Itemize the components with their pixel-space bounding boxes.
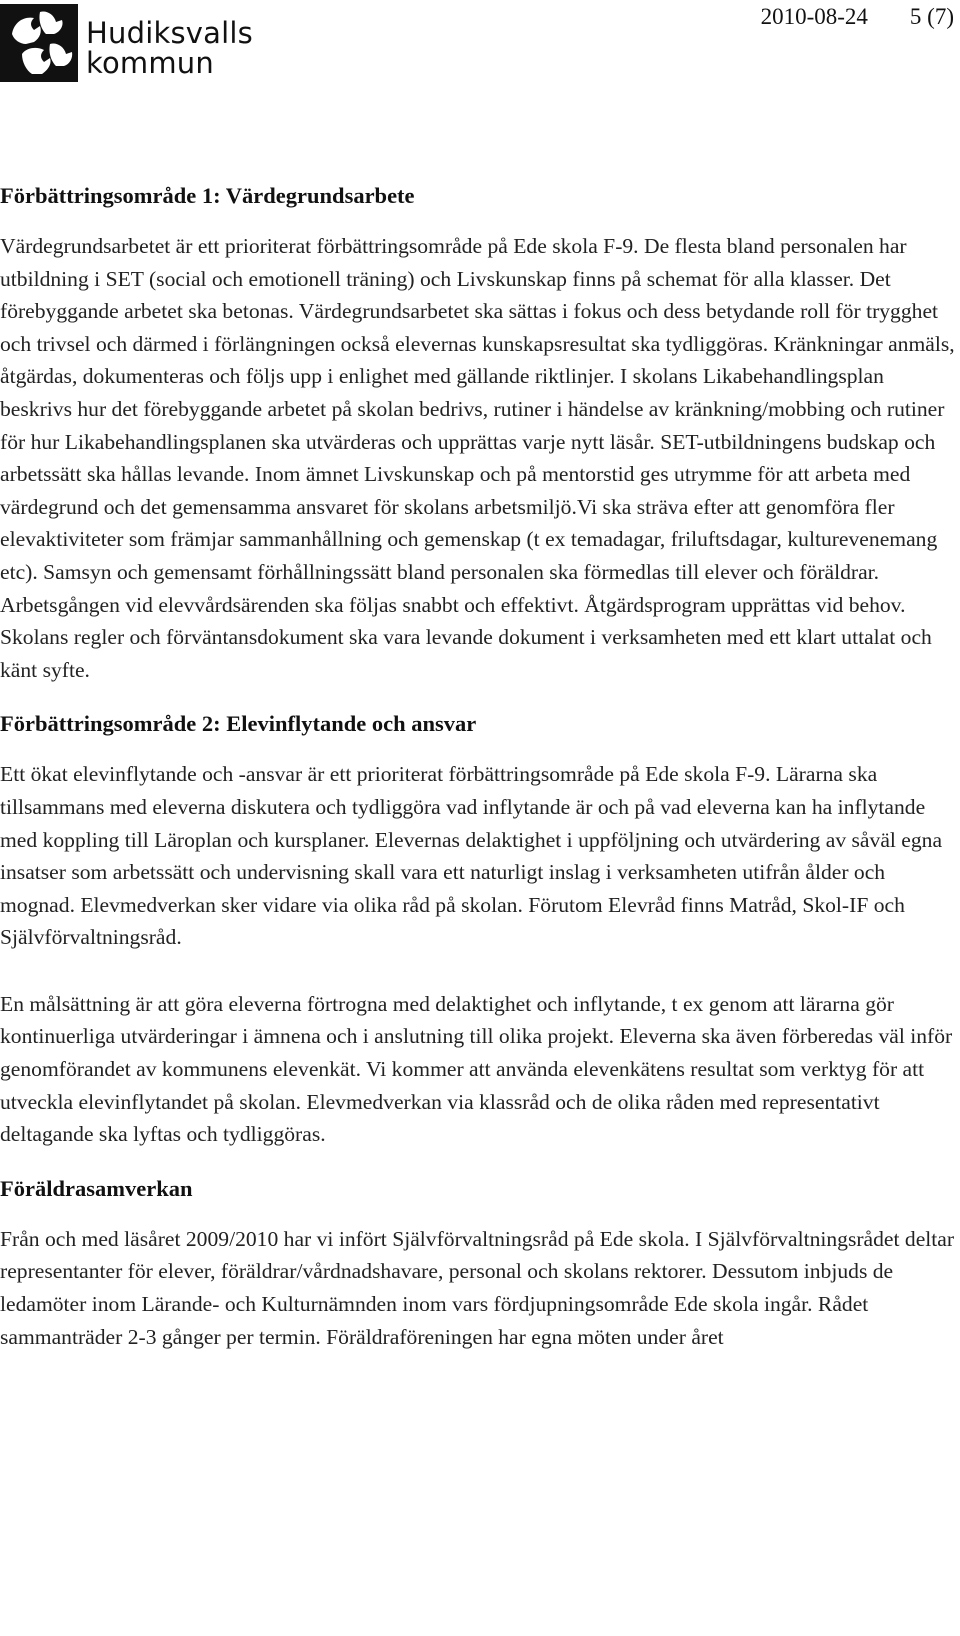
logo-line-1: Hudiksvalls	[86, 16, 253, 50]
section-paragraph: Ett ökat elevinflytande och -ansvar är ett prioriterat förbättringsområde på Ede skola F-9. Lärarna ska tillsammans med eleverna diskutera och tydliggöra vad inflytande är och på vad eleverna kan ha inflytande med koppling till Läroplan och kursplaner. Elevernas delaktighet i uppföljning och utvärdering av såväl egna insatser som arbetssätt och undervisning skall vara ett naturligt inslag i verksamheten utifrån ålder och mognad. Elevmedverkan sker vidare via olika råd på skolan. Förutom Elevråd finns Matråd, Skol-IF och Självförvaltningsråd.	[0, 762, 943, 950]
document-date: 2010-08-24	[760, 4, 868, 29]
logo-line-2: kommun	[86, 46, 214, 80]
section-heading: Förbättringsområde 1: Värdegrundsarbete	[0, 183, 415, 208]
page-header-meta	[761, 4, 954, 30]
section-vardegrund	[0, 180, 956, 686]
document-body	[0, 180, 956, 1353]
section-paragraph: Från och med läsåret 2009/2010 har vi infört Självförvaltningsråd på Ede skola. I Självförvaltningsrådet deltar representanter för elever, föräldrar/vårdnadshavare, personal och skolans rektorer. Dessutom inbjuds de ledamöter inom Lärande- och Kulturnämnden inom vars fördjupningsområde Ede skola ingår. Rådet sammanträder 2-3 gånger per termin. Föräldraföreningen har egna möten under året	[0, 1226, 955, 1349]
goat-emblem-icon	[0, 4, 78, 82]
section-foraldrasamverkan	[0, 1173, 956, 1353]
page-number: 5 (7)	[909, 4, 954, 29]
section-paragraph: Värdegrundsarbetet är ett prioriterat förbättringsområde på Ede skola F-9. De flesta bland personalen har utbildning i SET (social och emotionell träning) och Livskunskap finns på schemat för alla klasser. Det förebyggande arbetet ska betonas. Värdegrundsarbetet ska sättas i fokus och dess betydande roll för trygghet och trivsel och därmed i förlängningen också elevernas kunskapsresultat ska tydliggöras. Kränkningar anmäls, åtgärdas, dokumenteras och följs upp i enlighet med gällande riktlinjer. I skolans Likabehandlingsplan beskrivs hur det förebyggande arbetet på skolan bedrivs, rutiner i händelse av kränkning/mobbing och rutiner för hur Likabehandlingsplanen ska utvärderas och upprättas varje nytt läsår. SET-utbildningens budskap och arbetssätt ska hållas levande. Inom ämnet Livskunskap och på mentorstid ges utrymme för att arbeta med värdegrund och det gemensamma ansvaret för skolans arbetsmiljö.Vi ska sträva efter att genomföra fler elevaktiviteter som främjar sammanhållning och gemenskap (t ex temadagar, friluftsdagar, kulturevenemang etc). Samsyn och gemensamt förhållningssätt bland personalen ska förmedlas till elever och föräldrar. Arbetsgången vid elevvårdsärenden ska följas snabbt och effektivt. Åtgärdsprogram upprättas vid behov. Skolans regler och förväntansdokument ska vara levande dokument i verksamheten med ett klart uttalat och känt syfte.	[0, 234, 955, 682]
section-paragraph: En målsättning är att göra eleverna förtrogna med delaktighet och inflytande, t ex genom att lärarna gör kontinuerliga utvärderingar i ämnena och i anslutning till olika projekt. Eleverna ska även förberedas väl inför genomförandet av kommunens elevenkät. Vi kommer att använda elevenkätens resultat som verktyg för att utveckla elevinflytandet på skolan. Elevmedverkan via klassråd och de olika råden med representativt deltagande ska lyftas och tydliggöras.	[0, 991, 953, 1147]
logo-wordmark	[86, 18, 253, 78]
section-heading: Förbättringsområde 2: Elevinflytande och ansvar	[0, 711, 477, 737]
section-elevinflytande	[0, 708, 956, 1151]
section-heading: Föräldrasamverkan	[0, 1175, 193, 1201]
hudiksvall-logo	[0, 0, 253, 84]
